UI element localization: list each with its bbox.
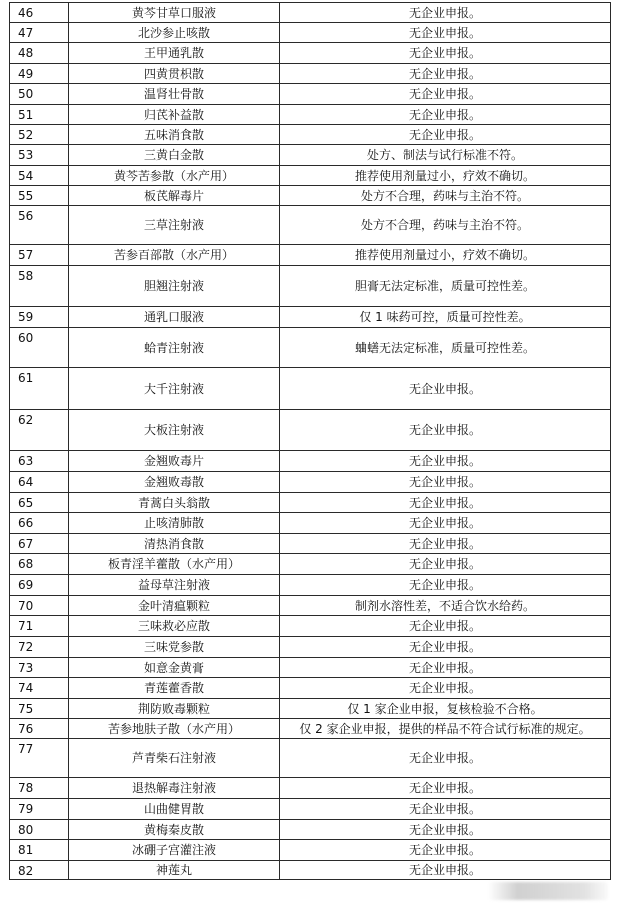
row-remark: 处方不合理，药味与主治不符。 <box>280 206 611 245</box>
table-row <box>10 513 611 534</box>
row-remark: 无企业申报。 <box>280 575 611 596</box>
row-number: 49 <box>10 64 69 84</box>
table-row <box>10 534 611 554</box>
row-number: 46 <box>10 3 69 23</box>
table-row <box>10 739 611 778</box>
drug-name: 三味党参散 <box>69 637 280 658</box>
drug-list-table <box>9 2 611 880</box>
drug-name: 清热消食散 <box>69 534 280 554</box>
row-number: 62 <box>10 410 69 451</box>
row-number: 59 <box>10 307 69 328</box>
drug-name: 北沙参止咳散 <box>69 23 280 43</box>
row-remark: 无企业申报。 <box>280 820 611 840</box>
row-number: 48 <box>10 43 69 64</box>
table-row <box>10 554 611 575</box>
drug-name: 大千注射液 <box>69 368 280 410</box>
drug-name: 蛤青注射液 <box>69 328 280 368</box>
row-number: 47 <box>10 23 69 43</box>
row-number: 68 <box>10 554 69 575</box>
row-remark: 无企业申报。 <box>280 472 611 493</box>
drug-name: 归芪补益散 <box>69 105 280 125</box>
drug-name: 山曲健胃散 <box>69 799 280 820</box>
drug-name: 黄芩甘草口服液 <box>69 3 280 23</box>
drug-name: 黄梅秦皮散 <box>69 820 280 840</box>
drug-name: 三草注射液 <box>69 206 280 245</box>
table-row <box>10 719 611 739</box>
drug-name: 苦参地肤子散（水产用） <box>69 719 280 739</box>
row-number: 53 <box>10 145 69 166</box>
row-remark: 无企业申报。 <box>280 554 611 575</box>
row-remark: 无企业申报。 <box>280 43 611 64</box>
drug-name: 三黄白金散 <box>69 145 280 166</box>
row-remark: 蛐蟮无法定标准，质量可控性差。 <box>280 328 611 368</box>
table-row <box>10 616 611 637</box>
row-number: 69 <box>10 575 69 596</box>
table-row <box>10 658 611 678</box>
drug-name: 五味消食散 <box>69 125 280 145</box>
row-number: 65 <box>10 493 69 513</box>
drug-name: 金翘败毒片 <box>69 451 280 472</box>
row-number: 66 <box>10 513 69 534</box>
table-row <box>10 596 611 616</box>
drug-name: 四黄贯枳散 <box>69 64 280 84</box>
row-number: 55 <box>10 186 69 206</box>
table-row <box>10 778 611 799</box>
row-remark: 推荐使用剂量过小，疗效不确切。 <box>280 166 611 186</box>
row-number: 50 <box>10 84 69 105</box>
row-remark: 无企业申报。 <box>280 125 611 145</box>
row-remark: 无企业申报。 <box>280 678 611 699</box>
drug-name: 神莲丸 <box>69 861 280 880</box>
table-row <box>10 368 611 410</box>
table-row <box>10 451 611 472</box>
row-number: 80 <box>10 820 69 840</box>
table-row <box>10 799 611 820</box>
row-remark: 无企业申报。 <box>280 861 611 880</box>
table-row <box>10 678 611 699</box>
row-remark: 仅 2 家企业申报，提供的样品不符合试行标准的规定。 <box>280 719 611 739</box>
drug-name: 青莲藿香散 <box>69 678 280 699</box>
table-row <box>10 43 611 64</box>
table-row <box>10 84 611 105</box>
row-remark: 无企业申报。 <box>280 840 611 861</box>
row-remark: 处方、制法与试行标准不符。 <box>280 145 611 166</box>
table-row <box>10 840 611 861</box>
row-number: 74 <box>10 678 69 699</box>
drug-name: 温肾壮骨散 <box>69 84 280 105</box>
row-remark: 无企业申报。 <box>280 451 611 472</box>
table-row <box>10 307 611 328</box>
row-remark: 无企业申报。 <box>280 3 611 23</box>
table-body <box>10 3 611 880</box>
drug-name: 板青淫羊藿散（水产用） <box>69 554 280 575</box>
row-remark: 无企业申报。 <box>280 778 611 799</box>
table-row <box>10 166 611 186</box>
row-number: 71 <box>10 616 69 637</box>
row-remark: 仅 1 味药可控，质量可控性差。 <box>280 307 611 328</box>
table-row <box>10 145 611 166</box>
table-row <box>10 637 611 658</box>
row-number: 75 <box>10 699 69 719</box>
row-number: 61 <box>10 368 69 410</box>
table-row <box>10 105 611 125</box>
table-row <box>10 64 611 84</box>
table-row <box>10 472 611 493</box>
drug-name: 芦青柴石注射液 <box>69 739 280 778</box>
table-row <box>10 206 611 245</box>
table-row <box>10 186 611 206</box>
table-row <box>10 328 611 368</box>
drug-name: 退热解毒注射液 <box>69 778 280 799</box>
table-row <box>10 699 611 719</box>
row-number: 56 <box>10 206 69 245</box>
row-number: 82 <box>10 861 69 880</box>
row-remark: 无企业申报。 <box>280 513 611 534</box>
row-remark: 无企业申报。 <box>280 410 611 451</box>
row-number: 52 <box>10 125 69 145</box>
table-row <box>10 3 611 23</box>
table-row <box>10 125 611 145</box>
row-number: 54 <box>10 166 69 186</box>
table-row <box>10 861 611 880</box>
drug-name: 益母草注射液 <box>69 575 280 596</box>
row-number: 67 <box>10 534 69 554</box>
row-remark: 制剂水溶性差，不适合饮水给药。 <box>280 596 611 616</box>
drug-name: 王甲通乳散 <box>69 43 280 64</box>
row-remark: 无企业申报。 <box>280 739 611 778</box>
row-number: 77 <box>10 739 69 778</box>
drug-name: 胆翘注射液 <box>69 266 280 307</box>
drug-name: 大板注射液 <box>69 410 280 451</box>
drug-name: 黄芩苦参散（水产用） <box>69 166 280 186</box>
row-remark: 无企业申报。 <box>280 799 611 820</box>
drug-name: 止咳清肺散 <box>69 513 280 534</box>
table-row <box>10 23 611 43</box>
row-remark: 无企业申报。 <box>280 534 611 554</box>
row-remark: 无企业申报。 <box>280 84 611 105</box>
row-remark: 无企业申报。 <box>280 616 611 637</box>
row-number: 63 <box>10 451 69 472</box>
drug-name: 通乳口服液 <box>69 307 280 328</box>
row-number: 60 <box>10 328 69 368</box>
drug-name: 金翘败毒散 <box>69 472 280 493</box>
row-remark: 无企业申报。 <box>280 23 611 43</box>
row-number: 70 <box>10 596 69 616</box>
row-remark: 无企业申报。 <box>280 493 611 513</box>
row-number: 57 <box>10 245 69 266</box>
table-row <box>10 266 611 307</box>
row-number: 79 <box>10 799 69 820</box>
table-row <box>10 410 611 451</box>
drug-name: 青蒿白头翁散 <box>69 493 280 513</box>
row-number: 76 <box>10 719 69 739</box>
row-number: 73 <box>10 658 69 678</box>
table-row <box>10 245 611 266</box>
drug-name: 苦参百部散（水产用） <box>69 245 280 266</box>
table-row <box>10 493 611 513</box>
table-row <box>10 575 611 596</box>
row-remark: 无企业申报。 <box>280 368 611 410</box>
blurred-watermark <box>488 882 608 900</box>
drug-name: 荆防败毒颗粒 <box>69 699 280 719</box>
row-remark: 无企业申报。 <box>280 105 611 125</box>
row-remark: 处方不合理，药味与主治不符。 <box>280 186 611 206</box>
table-row <box>10 820 611 840</box>
drug-name: 板芪解毒片 <box>69 186 280 206</box>
row-number: 58 <box>10 266 69 307</box>
row-remark: 无企业申报。 <box>280 64 611 84</box>
row-remark: 胆膏无法定标准，质量可控性差。 <box>280 266 611 307</box>
row-number: 78 <box>10 778 69 799</box>
row-number: 51 <box>10 105 69 125</box>
drug-name: 三味救必应散 <box>69 616 280 637</box>
row-remark: 无企业申报。 <box>280 637 611 658</box>
row-number: 81 <box>10 840 69 861</box>
row-remark: 无企业申报。 <box>280 658 611 678</box>
drug-name: 金叶清瘟颗粒 <box>69 596 280 616</box>
row-remark: 推荐使用剂量过小，疗效不确切。 <box>280 245 611 266</box>
row-number: 64 <box>10 472 69 493</box>
row-number: 72 <box>10 637 69 658</box>
drug-name: 如意金黄膏 <box>69 658 280 678</box>
row-remark: 仅 1 家企业申报，复核检验不合格。 <box>280 699 611 719</box>
drug-name: 冰硼子宫灌注液 <box>69 840 280 861</box>
